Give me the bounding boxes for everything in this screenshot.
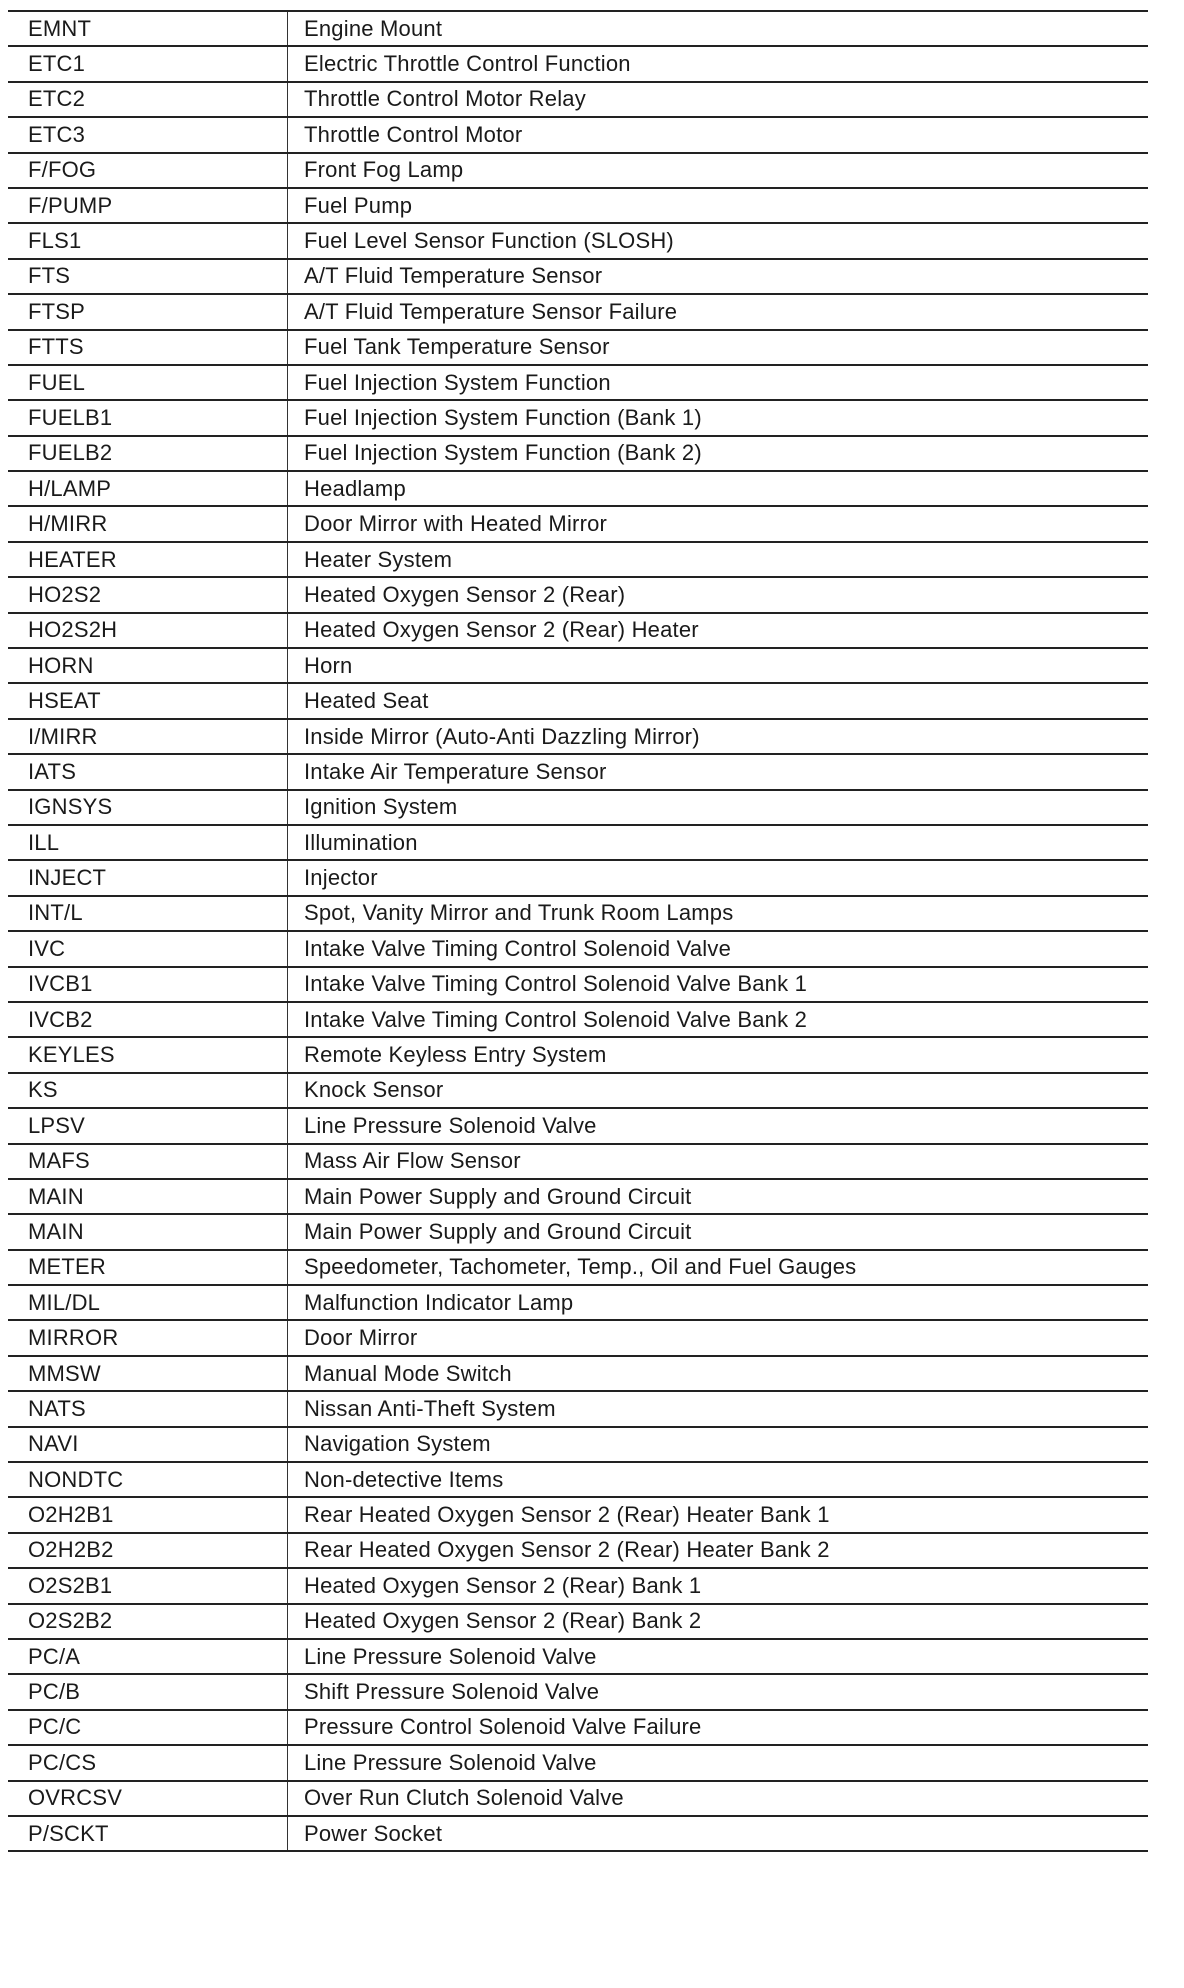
description-cell: Heated Seat xyxy=(304,688,429,714)
table-row xyxy=(8,1003,1148,1038)
table-row xyxy=(8,755,1148,790)
description-cell: Main Power Supply and Ground Circuit xyxy=(304,1218,692,1244)
description-cell: Knock Sensor xyxy=(304,1077,444,1103)
table-row xyxy=(8,1145,1148,1180)
description-cell: Fuel Injection System Function (Bank 2) xyxy=(304,440,702,466)
abbreviation-code-cell: O2H2B2 xyxy=(8,1534,288,1567)
abbreviation-code-cell: METER xyxy=(8,1251,288,1284)
abbreviation-code-cell: ETC1 xyxy=(8,47,288,80)
abbreviation-code-cell: ILL xyxy=(8,826,288,859)
abbreviation-code-cell: FUEL xyxy=(8,366,288,399)
abbreviation-code-cell: FUELB1 xyxy=(8,401,288,434)
description-cell: Navigation System xyxy=(304,1431,491,1457)
table-row xyxy=(8,1711,1148,1746)
table-row xyxy=(8,472,1148,507)
table-row xyxy=(8,1357,1148,1392)
table-row xyxy=(8,437,1148,472)
abbreviation-code-cell: LPSV xyxy=(8,1109,288,1142)
abbreviation-code-cell: HO2S2H xyxy=(8,614,288,647)
table-row xyxy=(8,826,1148,861)
abbreviation-code-cell: MMSW xyxy=(8,1357,288,1390)
abbreviation-code-cell: HO2S2 xyxy=(8,578,288,611)
abbreviation-code-cell: MIRROR xyxy=(8,1321,288,1354)
description-cell: Pressure Control Solenoid Valve Failure xyxy=(304,1714,702,1740)
table-row xyxy=(8,861,1148,896)
table-row xyxy=(8,1534,1148,1569)
abbreviation-code-cell: ETC3 xyxy=(8,118,288,151)
table-row xyxy=(8,154,1148,189)
abbreviation-code-cell: FLS1 xyxy=(8,224,288,257)
description-cell: Door Mirror with Heated Mirror xyxy=(304,511,608,537)
description-cell: A/T Fluid Temperature Sensor Failure xyxy=(304,298,678,324)
description-cell: Heater System xyxy=(304,546,453,572)
abbreviation-code-cell: IVCB2 xyxy=(8,1003,288,1036)
description-cell: Injector xyxy=(304,865,378,891)
table-row xyxy=(8,578,1148,613)
table-row xyxy=(8,507,1148,542)
description-cell: Intake Valve Timing Control Solenoid Valve xyxy=(304,935,732,961)
description-cell: Intake Valve Timing Control Solenoid Valve Bank 2 xyxy=(304,1006,808,1032)
table-row xyxy=(8,366,1148,401)
abbreviation-code-cell: KEYLES xyxy=(8,1038,288,1071)
abbreviation-code-cell: NAVI xyxy=(8,1428,288,1461)
table-row xyxy=(8,47,1148,82)
abbreviation-code-cell: I/MIRR xyxy=(8,720,288,753)
description-cell: Fuel Injection System Function xyxy=(304,369,611,395)
description-cell: Power Socket xyxy=(304,1820,443,1846)
table-row xyxy=(8,189,1148,224)
abbreviation-code-cell: NATS xyxy=(8,1392,288,1425)
description-cell: Heated Oxygen Sensor 2 (Rear) Bank 1 xyxy=(304,1572,702,1598)
table-row xyxy=(8,614,1148,649)
abbreviation-code-cell: PC/B xyxy=(8,1675,288,1708)
abbreviation-code-cell: INJECT xyxy=(8,861,288,894)
abbreviation-code-cell: NONDTC xyxy=(8,1463,288,1496)
description-cell: Fuel Pump xyxy=(304,192,413,218)
abbreviation-table xyxy=(8,10,1148,1852)
abbreviation-code-cell: KS xyxy=(8,1074,288,1107)
table-row xyxy=(8,331,1148,366)
abbreviation-code-cell: IVCB1 xyxy=(8,968,288,1001)
description-cell: Malfunction Indicator Lamp xyxy=(304,1289,574,1315)
description-cell: Speedometer, Tachometer, Temp., Oil and Fuel Gauges xyxy=(304,1254,857,1280)
table-row xyxy=(8,720,1148,755)
description-cell: Non-detective Items xyxy=(304,1466,504,1492)
table-row xyxy=(8,118,1148,153)
description-cell: Heated Oxygen Sensor 2 (Rear) xyxy=(304,581,626,607)
description-cell: Horn xyxy=(304,652,353,678)
table-row xyxy=(8,12,1148,47)
description-cell: Heated Oxygen Sensor 2 (Rear) Heater xyxy=(304,617,699,643)
table-row xyxy=(8,295,1148,330)
description-cell: Over Run Clutch Solenoid Valve xyxy=(304,1785,624,1811)
description-cell: Line Pressure Solenoid Valve xyxy=(304,1112,597,1138)
description-cell: Shift Pressure Solenoid Valve xyxy=(304,1679,600,1705)
abbreviation-code-cell: MAFS xyxy=(8,1145,288,1178)
table-row xyxy=(8,932,1148,967)
table-row xyxy=(8,684,1148,719)
description-cell: Line Pressure Solenoid Valve xyxy=(304,1643,597,1669)
description-cell: Front Fog Lamp xyxy=(304,157,464,183)
description-cell: Throttle Control Motor Relay xyxy=(304,86,586,112)
description-cell: Spot, Vanity Mirror and Trunk Room Lamps xyxy=(304,900,734,926)
table-row xyxy=(8,1746,1148,1781)
table-row xyxy=(8,791,1148,826)
table-row xyxy=(8,1251,1148,1286)
table-row xyxy=(8,260,1148,295)
description-cell: Engine Mount xyxy=(304,15,443,41)
abbreviation-code-cell: EMNT xyxy=(8,12,288,45)
abbreviation-code-cell: H/LAMP xyxy=(8,472,288,505)
description-cell: Electric Throttle Control Function xyxy=(304,51,631,77)
table-row xyxy=(8,1286,1148,1321)
table-row xyxy=(8,1180,1148,1215)
description-cell: Nissan Anti-Theft System xyxy=(304,1395,556,1421)
abbreviation-code-cell: HEATER xyxy=(8,543,288,576)
description-cell: Heated Oxygen Sensor 2 (Rear) Bank 2 xyxy=(304,1608,702,1634)
abbreviation-code-cell: HSEAT xyxy=(8,684,288,717)
description-cell: Intake Air Temperature Sensor xyxy=(304,758,607,784)
table-row xyxy=(8,1428,1148,1463)
abbreviation-code-cell: MIL/DL xyxy=(8,1286,288,1319)
abbreviation-code-cell: O2S2B2 xyxy=(8,1605,288,1638)
table-row xyxy=(8,1392,1148,1427)
table-row xyxy=(8,1605,1148,1640)
abbreviation-code-cell: O2S2B1 xyxy=(8,1569,288,1602)
abbreviation-code-cell: F/PUMP xyxy=(8,189,288,222)
table-row xyxy=(8,968,1148,1003)
abbreviation-code-cell: IATS xyxy=(8,755,288,788)
table-row xyxy=(8,1109,1148,1144)
abbreviation-code-cell: OVRCSV xyxy=(8,1782,288,1815)
abbreviation-code-cell: INT/L xyxy=(8,897,288,930)
table-row xyxy=(8,649,1148,684)
abbreviation-code-cell: PC/A xyxy=(8,1640,288,1673)
abbreviation-code-cell: FUELB2 xyxy=(8,437,288,470)
description-cell: Manual Mode Switch xyxy=(304,1360,512,1386)
abbreviation-code-cell: FTTS xyxy=(8,331,288,364)
description-cell: Rear Heated Oxygen Sensor 2 (Rear) Heater Bank 1 xyxy=(304,1502,830,1528)
table-row xyxy=(8,1817,1148,1852)
abbreviation-code-cell: F/FOG xyxy=(8,154,288,187)
table-row xyxy=(8,1074,1148,1109)
abbreviation-code-cell: O2H2B1 xyxy=(8,1498,288,1531)
description-cell: Fuel Injection System Function (Bank 1) xyxy=(304,404,702,430)
description-cell: Intake Valve Timing Control Solenoid Valve Bank 1 xyxy=(304,971,808,997)
table-row xyxy=(8,1038,1148,1073)
table-row xyxy=(8,1321,1148,1356)
abbreviation-code-cell: MAIN xyxy=(8,1215,288,1248)
abbreviation-code-cell: PC/CS xyxy=(8,1746,288,1779)
description-cell: Door Mirror xyxy=(304,1325,418,1351)
abbreviation-code-cell: H/MIRR xyxy=(8,507,288,540)
table-row xyxy=(8,224,1148,259)
abbreviation-code-cell: FTSP xyxy=(8,295,288,328)
description-cell: Headlamp xyxy=(304,475,406,501)
table-row xyxy=(8,1569,1148,1604)
description-cell: Ignition System xyxy=(304,794,458,820)
description-cell: Line Pressure Solenoid Valve xyxy=(304,1749,597,1775)
abbreviation-code-cell: HORN xyxy=(8,649,288,682)
description-cell: Throttle Control Motor xyxy=(304,121,523,147)
table-row xyxy=(8,1498,1148,1533)
abbreviation-code-cell: IGNSYS xyxy=(8,791,288,824)
table-row xyxy=(8,83,1148,118)
abbreviation-code-cell: ETC2 xyxy=(8,83,288,116)
table-row xyxy=(8,543,1148,578)
description-cell: Illumination xyxy=(304,829,418,855)
table-row xyxy=(8,1782,1148,1817)
description-cell: Inside Mirror (Auto-Anti Dazzling Mirror) xyxy=(304,723,700,749)
table-row xyxy=(8,401,1148,436)
description-cell: Remote Keyless Entry System xyxy=(304,1042,607,1068)
abbreviation-code-cell: IVC xyxy=(8,932,288,965)
table-row xyxy=(8,1463,1148,1498)
description-cell: Fuel Tank Temperature Sensor xyxy=(304,334,610,360)
description-cell: Rear Heated Oxygen Sensor 2 (Rear) Heater Bank 2 xyxy=(304,1537,830,1563)
description-cell: Main Power Supply and Ground Circuit xyxy=(304,1183,692,1209)
description-cell: Fuel Level Sensor Function (SLOSH) xyxy=(304,228,674,254)
table-row xyxy=(8,1675,1148,1710)
abbreviation-code-cell: P/SCKT xyxy=(8,1817,288,1850)
table-row xyxy=(8,1640,1148,1675)
description-cell: A/T Fluid Temperature Sensor xyxy=(304,263,603,289)
abbreviation-code-cell: FTS xyxy=(8,260,288,293)
table-row xyxy=(8,897,1148,932)
description-cell: Mass Air Flow Sensor xyxy=(304,1148,521,1174)
table-row xyxy=(8,1215,1148,1250)
abbreviation-code-cell: MAIN xyxy=(8,1180,288,1213)
abbreviation-code-cell: PC/C xyxy=(8,1711,288,1744)
